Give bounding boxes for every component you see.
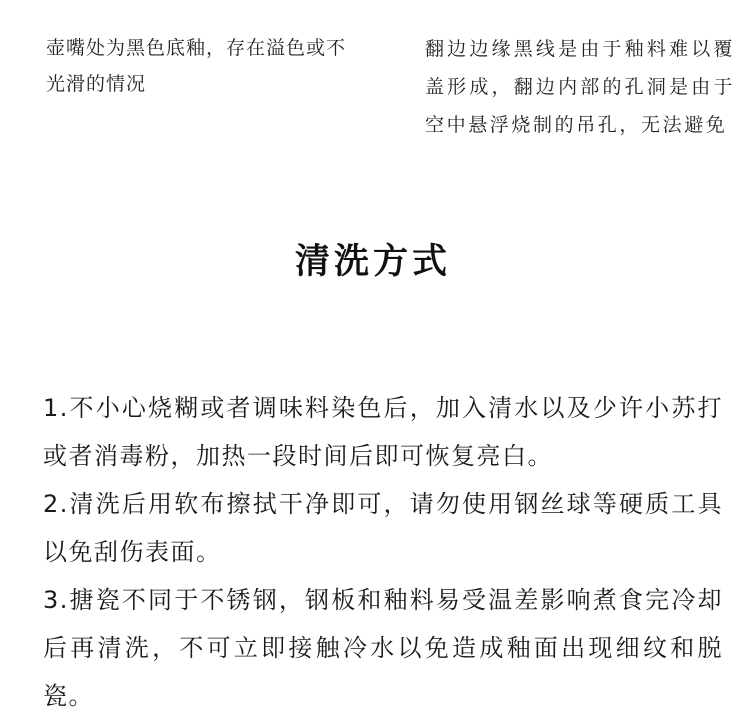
cleaning-instructions-list — [43, 384, 723, 720]
cleaning-step-2: 2.清洗后用软布擦拭干净即可，请勿使用钢丝球等硬质工具以免刮伤表面。 — [43, 490, 723, 566]
cleaning-step-1: 1.不小心烧糊或者调味料染色后，加入清水以及少许小苏打或者消毒粉，加热一段时间后即可恢复亮白。 — [43, 394, 723, 470]
rim-edge-note: 翻边边缘黑线是由于釉料难以覆盖形成，翻边内部的孔洞是由于空中悬浮烧制的吊孔，无法避免 — [425, 38, 735, 136]
cleaning-step-3: 3.搪瓷不同于不锈钢，钢板和釉料易受温差影响煮食完冷却后再清洗，不可立即接触冷水以免造成釉面出现细纹和脱瓷。 — [43, 586, 723, 710]
spout-glaze-note: 壶嘴处为黑色底釉，存在溢色或不光滑的情况 — [46, 37, 347, 95]
cleaning-section-title: 清洗方式 — [294, 242, 451, 282]
